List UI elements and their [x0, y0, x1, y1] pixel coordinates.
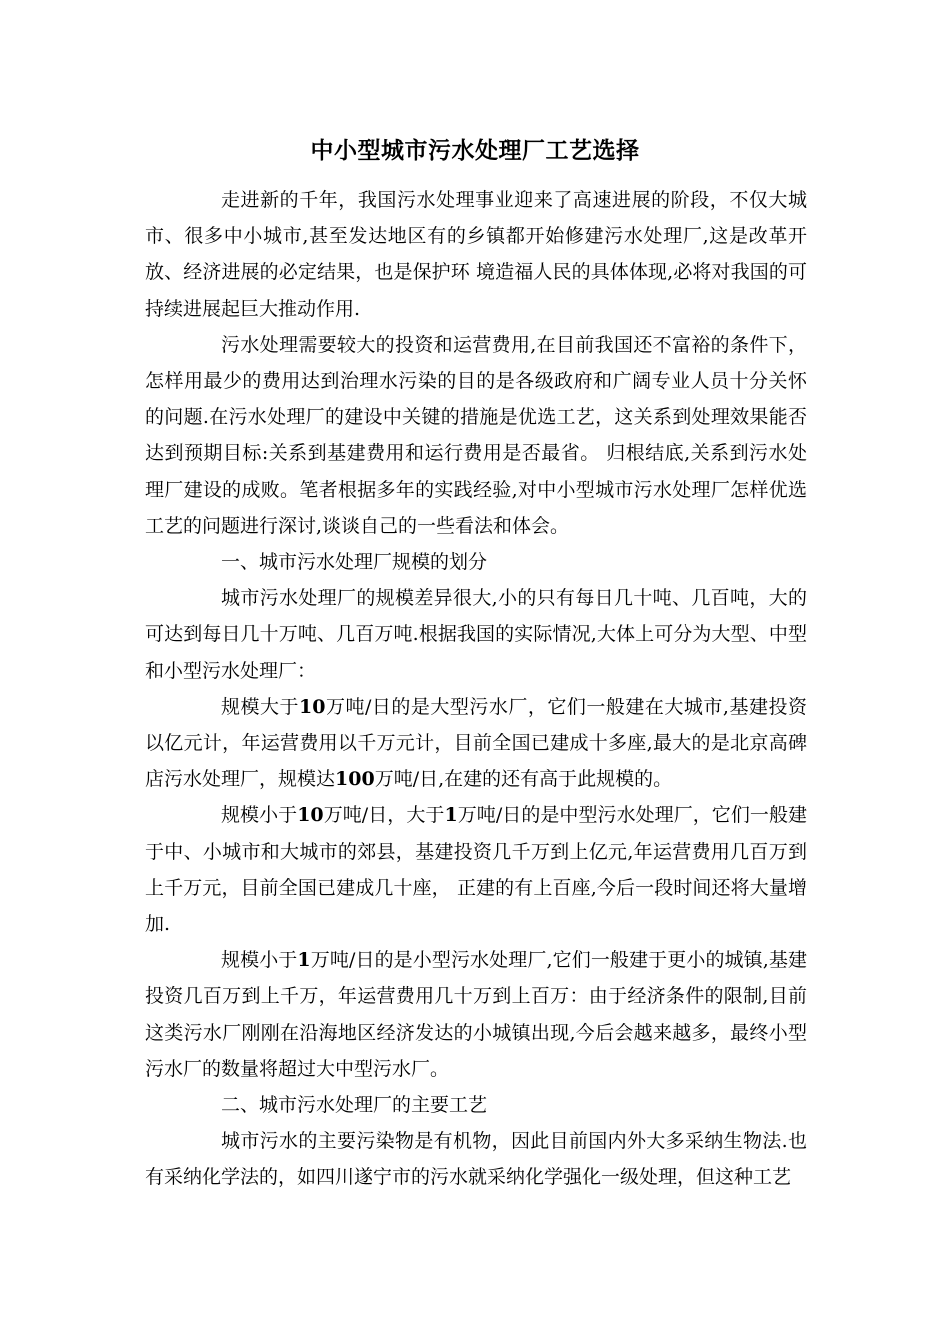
- section-heading-process: 二、城市污水处理厂的主要工艺: [221, 1094, 488, 1117]
- paragraph-cost: 污水处理需要较大的投资和运营费用,在目前我国还不富裕的条件下，怎样用最少的费用达到治理水污染的目的是各级政府和广阔专业人员十分关怀的问题.在污水处理厂的建设中关键的措施是优选工艺，这关系到处理效果能否达到预期目标:关系到基建费用和运行费用是否最省。 归根结底,关系到污水处理厂建设的成败。笔者根据多年的实践经验,对中小型城市污水处理厂怎样优选工艺的问题进行深讨,谈谈自己的一些看法和体会。: [145, 333, 807, 537]
- document-body: [145, 182, 807, 1196]
- section-heading-scale: 一、城市污水处理厂规模的划分: [221, 551, 488, 574]
- paragraph-small-plant: 规模小于1万吨/日的是小型污水处理厂,它们一般建于更小的城镇,基建投资几百万到上千万，年运营费用几十万到上百万：由于经济条件的限制,目前这类污水厂刚刚在沿海地区经济发达的小城镇出现,今后会越来越多，最终小型污水厂的数量将超过大中型污水厂。: [145, 949, 807, 1080]
- paragraph-medium-plant: 规模小于10万吨/日，大于1万吨/日的是中型污水处理厂，它们一般建于中、小城市和大城市的郊县，基建投资几千万到上亿元,年运营费用几百万到上千万元，目前全国已建成几十座， 正建的有上百座,今后一段时间还将大量增加.: [145, 804, 807, 936]
- paragraph-intro: 走进新的千年，我国污水处理事业迎来了高速进展的阶段，不仅大城市、很多中小城市,甚至发达地区有的乡镇都开始修建污水处理厂,这是改革开放、经济进展的必定结果，也是保护环 境造福人民的具体体现,必将对我国的可持续进展起巨大推动作用.: [145, 189, 807, 320]
- paragraph-process: 城市污水的主要污染物是有机物，因此目前国内外大多采纳生物法.也有采纳化学法的，如四川遂宁市的污水就采纳化学强化一级处理，但这种工艺: [145, 1130, 807, 1189]
- paragraph-scale-overview: 城市污水处理厂的规模差异很大,小的只有每日几十吨、几百吨，大的可达到每日几十万吨、几百万吨.根据我国的实际情况,大体上可分为大型、中型和小型污水处理厂：: [145, 587, 807, 682]
- paragraph-large-plant: 规模大于10万吨/日的是大型污水厂，它们一般建在大城市,基建投资以亿元计，年运营费用以千万元计，目前全国已建成十多座,最大的是北京高碑店污水处理厂，规模达100万吨/日,在建的还有高于此规模的。: [145, 695, 807, 791]
- document-title: 中小型城市污水处理厂工艺选择: [310, 137, 640, 164]
